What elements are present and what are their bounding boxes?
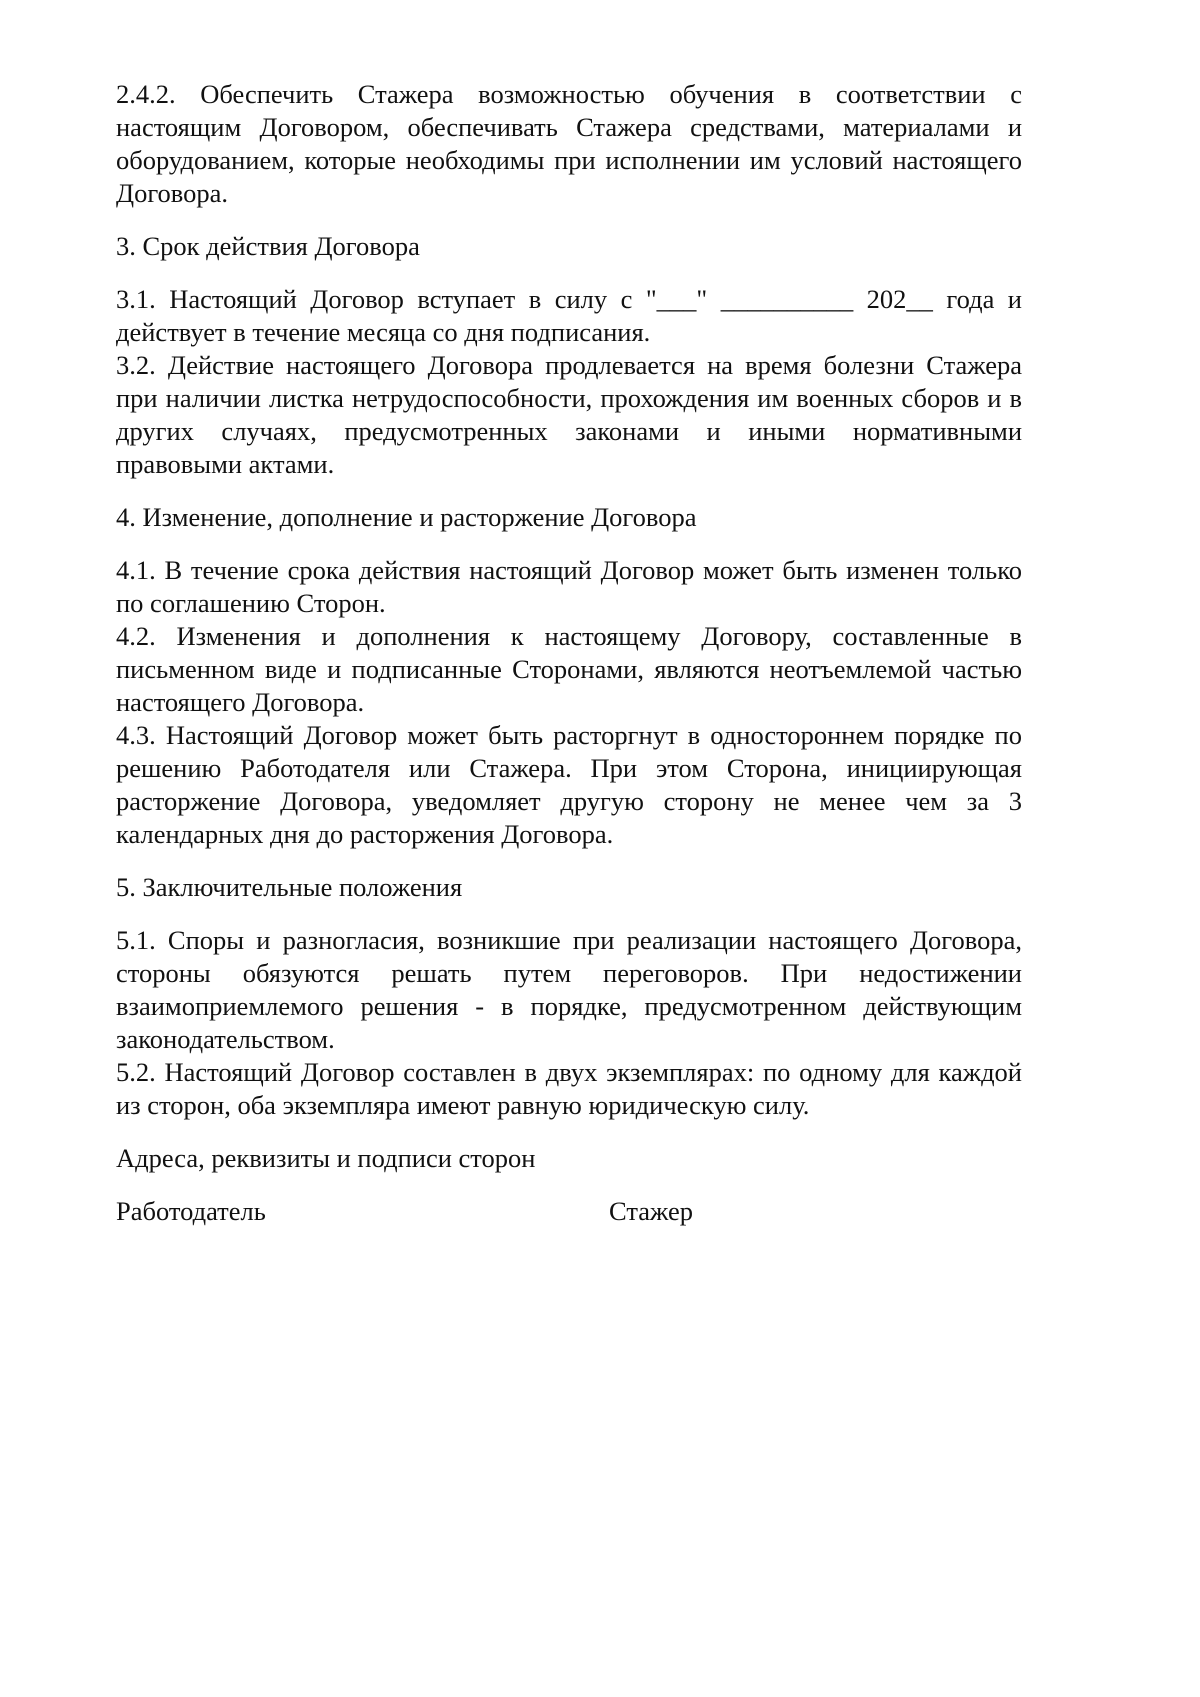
section-heading-5: 5. Заключительные положения — [116, 872, 463, 902]
clause-5-2: 5.2. Настоящий Договор составлен в двух экземплярах: по одному для каждой из сторон, оба экземпляра имеют равную юридическую силу. — [116, 1057, 1022, 1120]
employer-signature-label: Работодатель — [116, 1196, 266, 1226]
clause-3-2: 3.2. Действие настоящего Договора продлевается на время болезни Стажера при наличии листка нетрудоспособности, прохождения им военных сборов и в других случаях, предусмотренных законами и иными нормативными правовыми актами. — [116, 350, 1022, 479]
document-page — [116, 78, 1022, 1228]
signature-block — [116, 1195, 1022, 1228]
clause-3-1: 3.1. Настоящий Договор вступает в силу с "___" __________ 202__ года и действует в течение месяца со дня подписания. — [116, 284, 1022, 347]
section-heading-3: 3. Срок действия Договора — [116, 231, 420, 261]
clause-2-4-2: 2.4.2. Обеспечить Стажера возможностью обучения в соответствии с настоящим Договором, обеспечивать Стажера средствами, материалами и оборудованием, которые необходимы при исполнении им условий настоящего Договора. — [116, 79, 1022, 208]
clause-5-1: 5.1. Споры и разногласия, возникшие при реализации настоящего Договора, стороны обязуются решать путем переговоров. При недостижении взаимоприемлемого решения - в порядке, предусмотренном действующим законодательством. — [116, 925, 1022, 1054]
clause-4-2: 4.2. Изменения и дополнения к настоящему Договору, составленные в письменном виде и подписанные Сторонами, являются неотъемлемой частью настоящего Договора. — [116, 621, 1022, 717]
intern-signature-label: Стажер — [609, 1196, 693, 1226]
section-heading-4: 4. Изменение, дополнение и расторжение Договора — [116, 502, 697, 532]
clause-4-3: 4.3. Настоящий Договор может быть расторгнут в одностороннем порядке по решению Работодателя или Стажера. При этом Сторона, инициирующая расторжение Договора, уведомляет другую сторону не менее чем за 3 календарных дня до расторжения Договора. — [116, 720, 1022, 849]
clause-4-1: 4.1. В течение срока действия настоящий Договор может быть изменен только по соглашению Сторон. — [116, 555, 1022, 618]
addresses-heading: Адреса, реквизиты и подписи сторон — [116, 1143, 536, 1173]
